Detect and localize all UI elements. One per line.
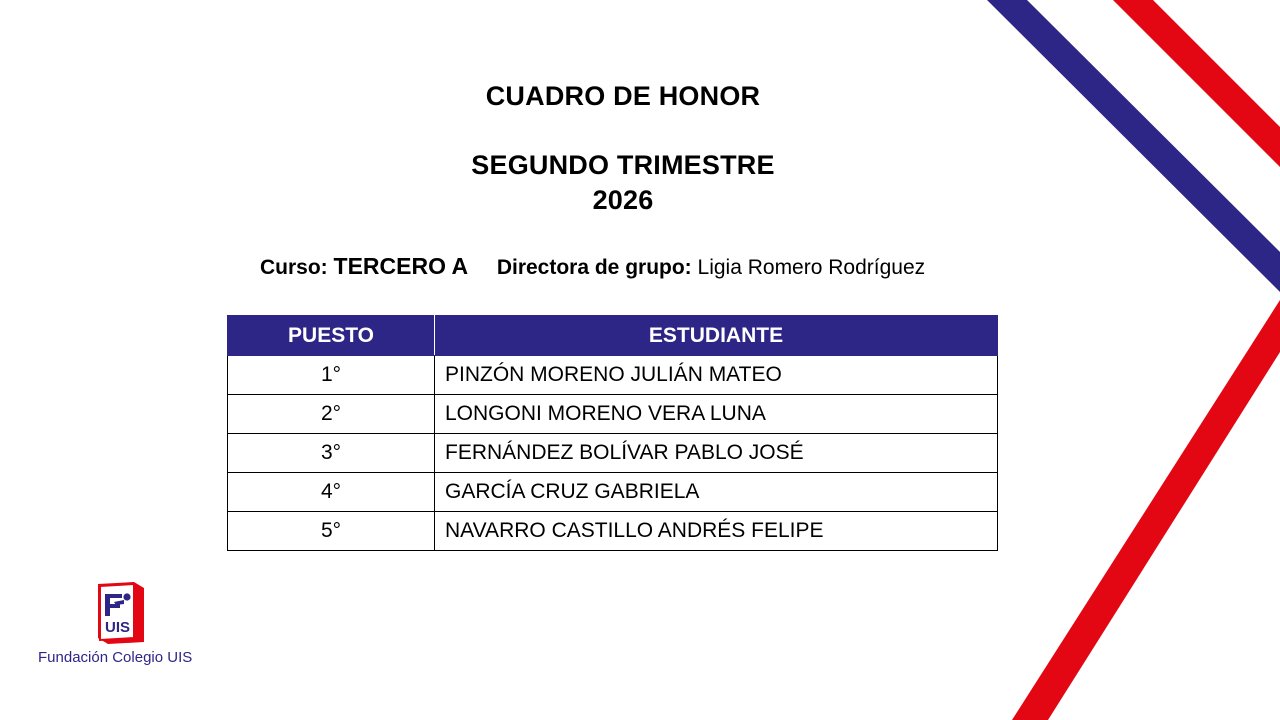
column-header-student: ESTUDIANTE [435, 316, 998, 356]
table-row [228, 356, 998, 395]
school-logo-icon [92, 580, 148, 646]
position-cell: 1° [228, 356, 435, 395]
column-header-position: PUESTO [228, 316, 435, 356]
period-title: SEGUNDO TRIMESTRE [471, 150, 775, 180]
position-cell: 5° [228, 512, 435, 551]
position-cell: 3° [228, 434, 435, 473]
position-cell: 4° [228, 473, 435, 512]
honor-table [227, 315, 998, 551]
position-cell: 2° [228, 395, 435, 434]
table-header-row [228, 316, 998, 356]
student-cell: LONGONI MORENO VERA LUNA [435, 395, 998, 434]
table-row [228, 395, 998, 434]
table-row [228, 473, 998, 512]
director-label: Directora de grupo: [496, 256, 692, 279]
student-cell: GARCÍA CRUZ GABRIELA [435, 473, 998, 512]
student-cell: PINZÓN MORENO JULIÁN MATEO [435, 356, 998, 395]
navy-stripe [987, 0, 1280, 292]
course-value: TERCERO A [333, 253, 469, 279]
table-row [228, 512, 998, 551]
director-value: Ligia Romero Rodríguez [697, 256, 926, 279]
table-row [228, 434, 998, 473]
page-title: CUADRO DE HONOR [485, 81, 761, 111]
course-info [260, 252, 925, 282]
student-cell: NAVARRO CASTILLO ANDRÉS FELIPE [435, 512, 998, 551]
school-name: Fundación Colegio UIS [38, 649, 193, 666]
school-logo [38, 578, 208, 673]
svg-text:UIS: UIS [105, 619, 131, 636]
student-cell: FERNÁNDEZ BOLÍVAR PABLO JOSÉ [435, 434, 998, 473]
year-title: 2026 [592, 185, 654, 215]
course-label: Curso: [260, 256, 328, 279]
red-stripe-lower [1012, 300, 1280, 720]
